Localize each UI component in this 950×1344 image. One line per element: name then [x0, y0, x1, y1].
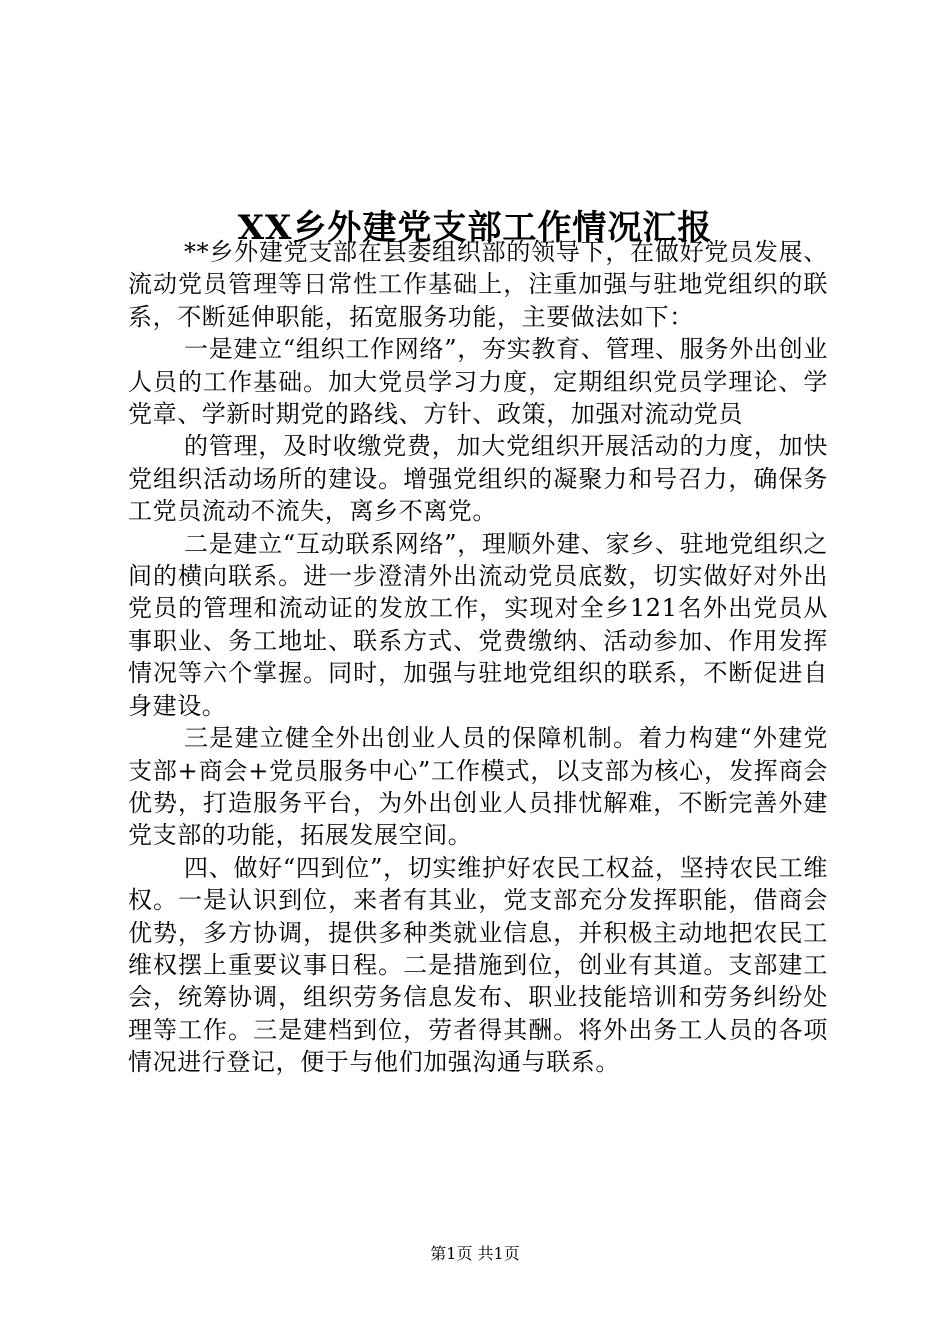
paragraph-item-2: 二是建立“互动联系网络”，理顺外建、家乡、驻地党组织之间的横向联系。进一步澄清外出流动党员底数，切实做好对外出党员的管理和流动证的发放工作，实现对全乡121名外出党员从事职业、务工地址、联系方式、党费缴纳、活动参加、作用发挥情况等六个掌握。同时，加强与驻地党组织的联系，不断促进自身建设。: [128, 529, 828, 720]
paragraph-intro: **乡外建党支部在县委组织部的领导下，在做好党员发展、流动党员管理等日常性工作基础上，注重加强与驻地党组织的联系，不断延伸职能，拓宽服务功能，主要做法如下：: [128, 238, 828, 331]
document-body: [128, 236, 828, 1079]
document-title: XX乡外建党支部工作情况汇报: [237, 207, 713, 248]
paragraph-item-3: 三是建立健全外出创业人员的保障机制。着力构建“外建党支部+商会+党员服务中心”工作模式，以支部为核心，发挥商会优势，打造服务平台，为外出创业人员排忧解难，不断完善外建党支部的功能，拓展发展空间。: [128, 724, 828, 850]
page-footer: 第1页 共1页: [430, 1244, 520, 1263]
paragraph-item-1-continued: 的管理，及时收缴党费，加大党组织开展活动的力度，加快党组织活动场所的建设。增强党组织的凝聚力和号召力，确保务工党员流动不流失，离乡不离党。: [128, 432, 828, 526]
paragraph-item-4: 四、做好“四到位”，切实维护好农民工权益，坚持农民工维权。一是认识到位，来者有其业，党支部充分发挥职能，借商会优势，多方协调，提供多种类就业信息，并积极主动地把农民工维权摆上重要议事日程。二是措施到位，创业有其道。支部建工会，统筹协调，组织劳务信息发布、职业技能培训和劳务纠纷处理等工作。三是建档到位，劳者得其酬。将外出务工人员的各项情况进行登记，便于与他们加强沟通与联系。: [128, 853, 828, 1077]
paragraph-item-1: 一是建立“组织工作网络”，夯实教育、管理、服务外出创业人员的工作基础。加大党员学习力度，定期组织党员学理论、学党章、学新时期党的路线、方针、政策，加强对流动党员: [128, 335, 828, 429]
